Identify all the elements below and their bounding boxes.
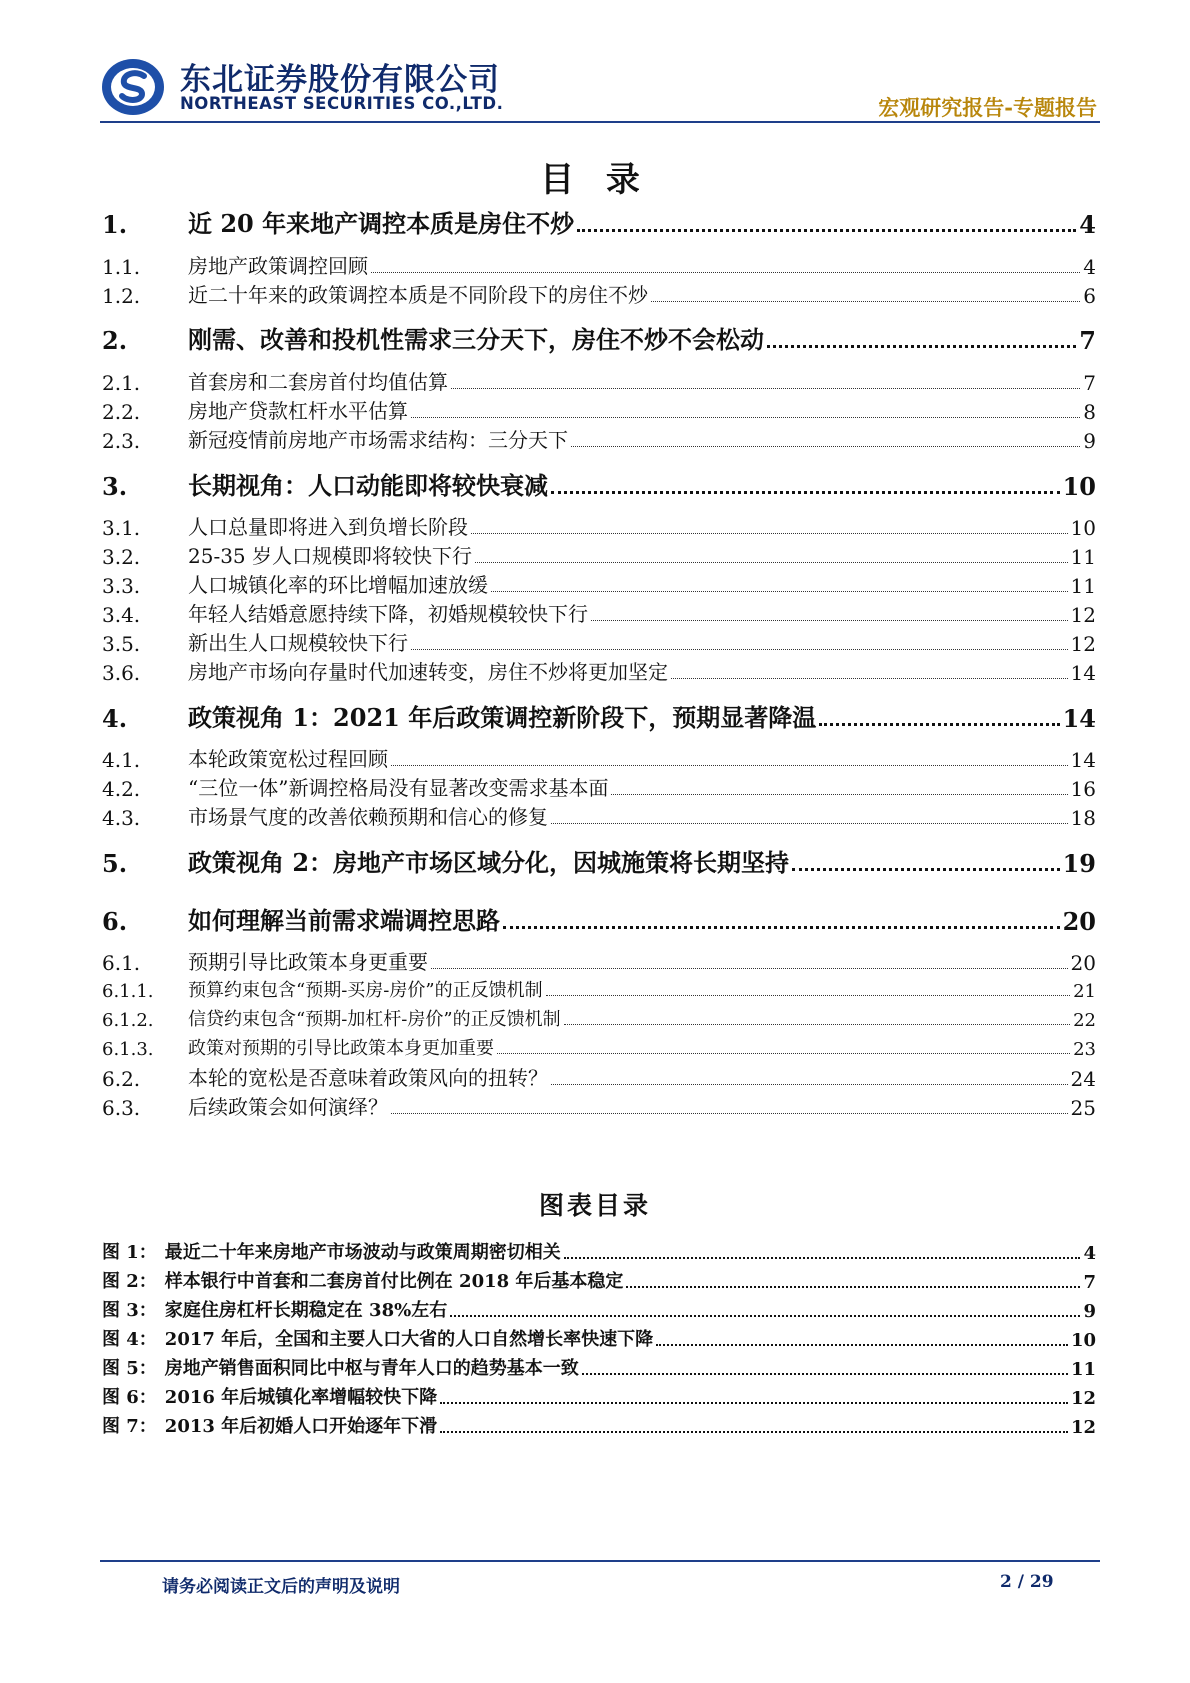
report-type: 宏观研究报告-专题报告	[878, 95, 1097, 120]
toc-entry[interactable]: 6. 如何理解当前需求端调控思路 20	[102, 906, 1096, 936]
toc-entry[interactable]: 3.4. 年轻人结婚意愿持续下降，初婚规模较快下行 12	[102, 602, 1096, 627]
toc-entry[interactable]: 6.2. 本轮的宽松是否意味着政策风向的扭转？ 24	[102, 1066, 1096, 1091]
toc-entry[interactable]: 5. 政策视角 2：房地产市场区域分化，因城施策将长期坚持 19	[102, 848, 1096, 878]
toc-entry[interactable]: 3. 长期视角：人口动能即将较快衰减 10	[102, 471, 1096, 501]
toc-entry[interactable]: 1.1. 房地产政策调控回顾 4	[102, 254, 1096, 279]
toc-entry[interactable]: 4.3. 市场景气度的改善依赖预期和信心的修复 18	[102, 805, 1096, 830]
figure-entry[interactable]: 图 2： 样本银行中首套和二套房首付比例在 2018 年后基本稳定 7	[102, 1271, 1096, 1293]
figure-entry[interactable]: 图 7： 2013 年后初婚人口开始逐年下滑 12	[102, 1416, 1096, 1438]
footer-disclaimer: 请务必阅读正文后的声明及说明	[162, 1577, 400, 1597]
footer-divider	[100, 1560, 1100, 1562]
figure-entry[interactable]: 图 5： 房地产销售面积同比中枢与青年人口的趋势基本一致 11	[102, 1358, 1096, 1380]
toc-entry[interactable]: 6.1.2. 信贷约束包含“预期-加杠杆-房价”的正反馈机制 22	[102, 1009, 1096, 1031]
company-name-en: NORTHEAST SECURITIES CO.,LTD.	[180, 94, 504, 113]
toc-entry[interactable]: 1. 近 20 年来地产调控本质是房住不炒 4	[102, 209, 1096, 239]
toc-entry[interactable]: 4.1. 本轮政策宽松过程回顾 14	[102, 747, 1096, 772]
toc-entry[interactable]: 3.3. 人口城镇化率的环比增幅加速放缓 11	[102, 573, 1096, 598]
figure-entry[interactable]: 图 1： 最近二十年来房地产市场波动与政策周期密切相关 4	[102, 1242, 1096, 1264]
header-divider	[100, 121, 1100, 123]
figure-entry[interactable]: 图 3： 家庭住房杠杆长期稳定在 38%左右 9	[102, 1300, 1096, 1322]
toc-entry[interactable]: 2.2. 房地产贷款杠杆水平估算 8	[102, 399, 1096, 424]
toc-entry[interactable]: 4.2. “三位一体”新调控格局没有显著改变需求基本面 16	[102, 776, 1096, 801]
toc-entry[interactable]: 6.1.3. 政策对预期的引导比政策本身更加重要 23	[102, 1038, 1096, 1060]
figures-title: 图表目录	[538, 1191, 651, 1220]
toc-entry[interactable]: 3.2. 25-35 岁人口规模即将较快下行 11	[102, 544, 1096, 569]
page-header	[100, 52, 1100, 124]
company-name-cn: 东北证券股份有限公司	[180, 62, 500, 98]
figure-entry[interactable]: 图 6： 2016 年后城镇化率增幅较快下降 12	[102, 1387, 1096, 1409]
toc-title: 目 录	[540, 160, 650, 200]
toc-entry[interactable]: 3.5. 新出生人口规模较快下行 12	[102, 631, 1096, 656]
figure-entry[interactable]: 图 4： 2017 年后，全国和主要人口大省的人口自然增长率快速下降 10	[102, 1329, 1096, 1351]
toc-entry[interactable]: 6.1. 预期引导比政策本身更重要 20	[102, 950, 1096, 975]
toc-entry[interactable]: 4. 政策视角 1：2021 年后政策调控新阶段下，预期显著降温 14	[102, 703, 1096, 733]
toc-entry[interactable]: 6.3. 后续政策会如何演绎？ 25	[102, 1095, 1096, 1120]
northeast-securities-logo-icon	[100, 56, 166, 118]
toc-entry[interactable]: 3.1. 人口总量即将进入到负增长阶段 10	[102, 515, 1096, 540]
toc-entry[interactable]: 2.3. 新冠疫情前房地产市场需求结构：三分天下 9	[102, 428, 1096, 453]
toc-entry[interactable]: 1.2. 近二十年来的政策调控本质是不同阶段下的房住不炒 6	[102, 283, 1096, 308]
toc-entry[interactable]: 3.6. 房地产市场向存量时代加速转变，房住不炒将更加坚定 14	[102, 660, 1096, 685]
toc-entry[interactable]: 2.1. 首套房和二套房首付均值估算 7	[102, 370, 1096, 395]
page-number: 2 / 29	[1000, 1572, 1054, 1592]
toc-entry[interactable]: 6.1.1. 预算约束包含“预期-买房-房价”的正反馈机制 21	[102, 980, 1096, 1002]
toc-entry[interactable]: 2. 刚需、改善和投机性需求三分天下，房住不炒不会松动 7	[102, 325, 1096, 355]
